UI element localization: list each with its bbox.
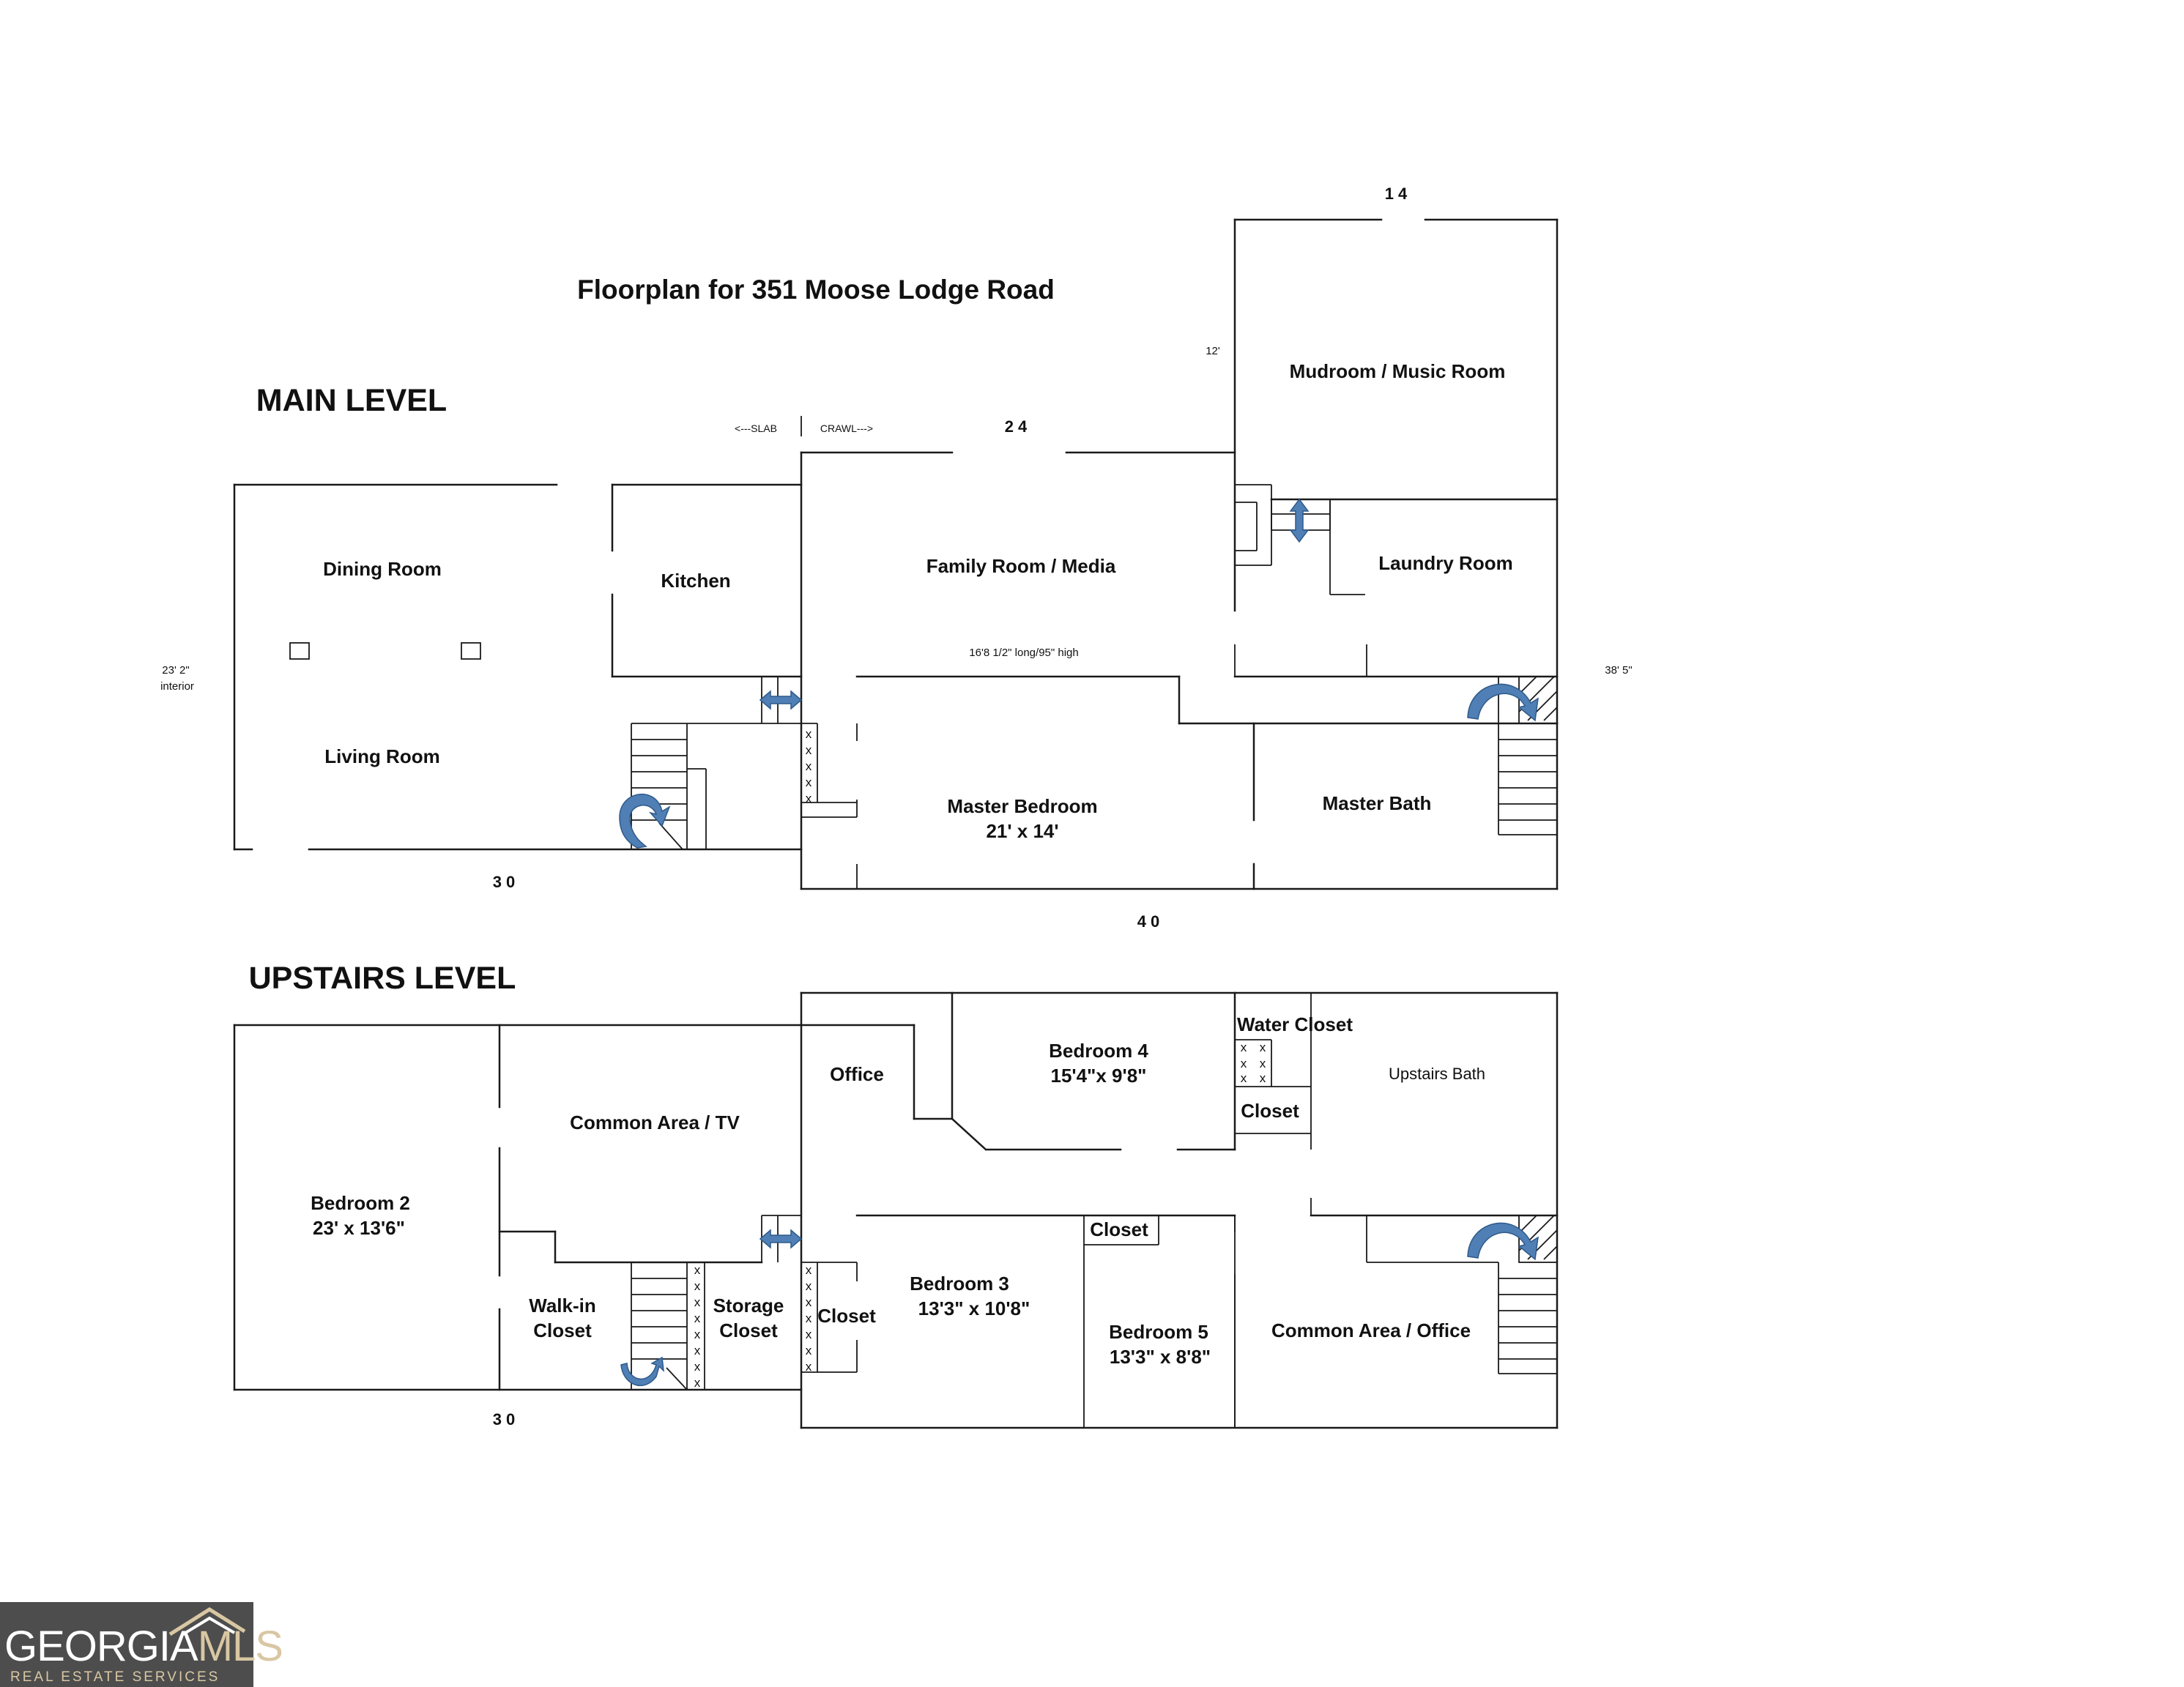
- closet-marker: x: [694, 1360, 701, 1374]
- upstairs-level-labels: [311, 1013, 1485, 1429]
- main-level-heading: MAIN LEVEL: [256, 383, 447, 418]
- storage-closet-label-1: Storage: [713, 1295, 784, 1317]
- closet-marker: x: [805, 1360, 812, 1374]
- crawl-note: CRAWL--->: [820, 422, 874, 434]
- main-closet-markers: [806, 727, 812, 805]
- logo-brand: GEORGIA: [4, 1623, 198, 1670]
- bedroom4-size: 15'4"x 9'8": [1050, 1065, 1147, 1087]
- closet-marker: x: [694, 1263, 701, 1277]
- upstairs-bath-label: Upstairs Bath: [1388, 1065, 1486, 1083]
- closet-marker: x: [694, 1311, 701, 1325]
- bottom-right-dimension: 4 0: [1137, 912, 1160, 931]
- common-office-label: Common Area / Office: [1271, 1319, 1471, 1341]
- closet-marker: x: [694, 1327, 701, 1341]
- top-center-dimension: 2 4: [1004, 417, 1028, 436]
- b5-closet-label: Closet: [1090, 1218, 1148, 1240]
- closet-marker: x: [805, 759, 812, 773]
- closet-marker: x: [694, 1279, 701, 1293]
- stair-down-arrow-icon: [1468, 1223, 1538, 1259]
- logo-tagline: REAL ESTATE SERVICES: [10, 1669, 220, 1685]
- closet-marker: x: [1240, 1040, 1247, 1054]
- b3-closet-label: Closet: [817, 1305, 876, 1327]
- closet-marker: x: [805, 775, 812, 789]
- upstairs-bottom-left-dimension: 3 0: [492, 1410, 516, 1429]
- storage-closet-label-2: Closet: [719, 1319, 778, 1341]
- bedroom2-label: Bedroom 2: [311, 1192, 410, 1214]
- laundry-room-label: Laundry Room: [1378, 552, 1513, 574]
- living-room-label: Living Room: [324, 745, 440, 767]
- closet-marker: x: [805, 1295, 812, 1309]
- master-bedroom-label: Master Bedroom: [947, 795, 1098, 817]
- passage-arrow-icon: [760, 1230, 801, 1248]
- closet-marker: x: [805, 1263, 812, 1277]
- mudroom-label: Mudroom / Music Room: [1289, 360, 1506, 382]
- bedroom3-label: Bedroom 3: [910, 1273, 1009, 1295]
- closet-marker: x: [1259, 1071, 1266, 1085]
- stair-up-arrow-icon: [621, 1358, 664, 1385]
- closet-marker: x: [694, 1295, 701, 1309]
- left-height-note: interior: [160, 680, 194, 693]
- closet-marker: x: [805, 727, 812, 741]
- closet-marker: x: [805, 1279, 812, 1293]
- stair-up-arrow-icon: [620, 794, 669, 848]
- closet-marker: x: [1240, 1057, 1247, 1070]
- family-room-note: 16'8 1/2" long/95" high: [969, 647, 1079, 659]
- page-title: Floorplan for 351 Moose Lodge Road: [577, 275, 1055, 305]
- upstairs-level-walls: [234, 993, 1557, 1428]
- master-bath-label: Master Bath: [1322, 792, 1432, 814]
- main-level-walls: [234, 220, 1557, 889]
- walkin-closet-label-2: Closet: [533, 1319, 592, 1341]
- bottom-left-dimension: 3 0: [492, 873, 516, 891]
- family-room-label: Family Room / Media: [926, 555, 1116, 577]
- closet-marker: x: [1259, 1040, 1266, 1054]
- master-bedroom-size: 21' x 14': [986, 820, 1059, 842]
- right-height-dimension: 38' 5": [1605, 664, 1633, 677]
- bedroom3-size: 13'3" x 10'8": [918, 1297, 1030, 1319]
- georgia-mls-logo: [0, 1602, 283, 1687]
- closet-marker: x: [1259, 1057, 1266, 1070]
- bedroom5-size: 13'3" x 8'8": [1109, 1346, 1211, 1368]
- closet-marker: x: [805, 792, 812, 805]
- water-closet-label: Water Closet: [1237, 1013, 1353, 1035]
- closet-marker: x: [1240, 1071, 1247, 1085]
- top-right-dimension: 1 4: [1384, 185, 1408, 203]
- common-area-tv-label: Common Area / TV: [570, 1111, 740, 1133]
- logo-wordmark: [4, 1625, 283, 1668]
- dining-room-label: Dining Room: [323, 558, 442, 580]
- bedroom2-size: 23' x 13'6": [313, 1217, 405, 1239]
- passage-arrow-icon: [760, 691, 801, 709]
- passage-arrow-icon: [1290, 499, 1308, 542]
- closet-marker: x: [694, 1344, 701, 1358]
- upstairs-level-heading: UPSTAIRS LEVEL: [248, 961, 516, 996]
- bedroom5-label: Bedroom 5: [1109, 1321, 1208, 1343]
- closet-marker: x: [805, 1327, 812, 1341]
- slab-note: <---SLAB: [735, 422, 777, 434]
- kitchen-label: Kitchen: [661, 570, 731, 592]
- logo-brand-accent: MLS: [197, 1623, 283, 1670]
- closet-marker: x: [694, 1376, 701, 1390]
- wc-closet-label: Closet: [1241, 1100, 1299, 1122]
- closet-marker: x: [805, 1311, 812, 1325]
- closet-marker: x: [805, 1344, 812, 1358]
- office-label: Office: [830, 1063, 884, 1085]
- mudroom-side-dimension: 12': [1206, 345, 1220, 357]
- closet-marker: x: [805, 743, 812, 757]
- left-height-dimension: 23' 2": [162, 664, 190, 677]
- bedroom4-label: Bedroom 4: [1049, 1040, 1148, 1062]
- stair-down-arrow-icon: [1468, 684, 1538, 720]
- walkin-closet-label-1: Walk-in: [529, 1295, 596, 1317]
